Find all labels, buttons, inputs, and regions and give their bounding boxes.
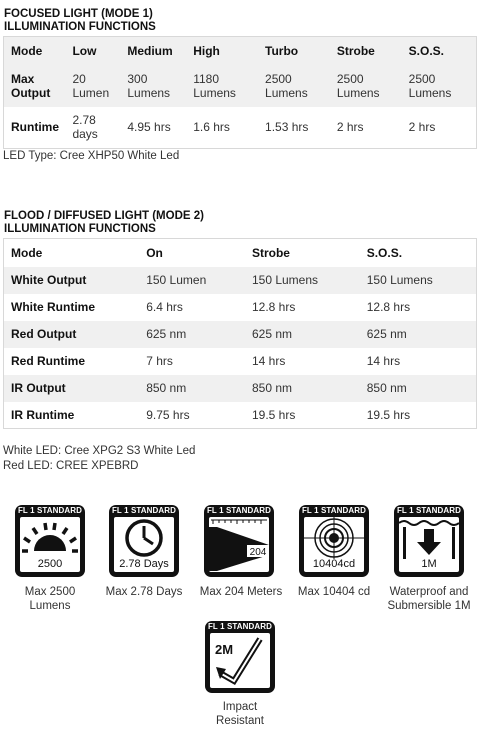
- table-cell: 850 nm: [245, 375, 360, 402]
- table-cell: 625 nm: [139, 321, 245, 348]
- flood-row-label: White Runtime: [11, 300, 95, 314]
- table-row: [4, 402, 477, 429]
- table-cell: 1180 Lumens: [186, 65, 258, 107]
- focused-header-row: [4, 37, 477, 65]
- focused-header-cell: Medium: [120, 37, 186, 65]
- flood-row-label: IR Output: [4, 375, 140, 402]
- fl1-badge-beam-distance: [204, 505, 274, 577]
- table-cell: 4.95 hrs: [127, 120, 171, 135]
- table-cell: 625 nm: [360, 321, 477, 348]
- table-cell: 2 hrs: [408, 120, 436, 135]
- table-cell: 150 Lumens: [360, 267, 477, 294]
- table-cell: 850 nm: [360, 375, 477, 402]
- flood-row-label: IR Runtime: [11, 407, 75, 422]
- fl1-badge-runtime: [109, 505, 179, 577]
- fl1-standard-label: FL 1 STANDARD: [207, 622, 273, 631]
- badge-value: 10404cd: [312, 558, 356, 570]
- flood-title-line1: FLOOD / DIFFUSED LIGHT (MODE 2): [4, 210, 204, 222]
- table-cell: 14 hrs: [251, 354, 286, 368]
- impact-resistant-icon: [210, 633, 270, 688]
- focused-header-cell: Low: [65, 37, 120, 65]
- fl1-badge-intensity: [299, 505, 369, 577]
- table-row: [4, 348, 477, 375]
- flood-header-cell: S.O.S.: [366, 245, 403, 260]
- focused-header-cell: S.O.S.: [402, 37, 477, 65]
- focused-header-cell: Strobe: [330, 37, 402, 65]
- table-cell: 2500 Lumens: [402, 65, 477, 107]
- fl1-standard-label: FL 1 STANDARD: [111, 506, 177, 515]
- table-cell: 1.53 hrs: [265, 120, 309, 135]
- light-output-icon: [20, 517, 80, 557]
- table-cell: 12.8 hrs: [251, 300, 296, 314]
- table-cell: 1.6 hrs: [193, 120, 230, 135]
- flood-row-label: White Output: [4, 267, 140, 294]
- flood-header-cell: Strobe: [251, 245, 290, 260]
- table-row: [4, 294, 477, 321]
- badge-value: 1M: [421, 558, 437, 570]
- waterproof-icon: [399, 517, 459, 559]
- red-led-note: Red LED: CREE XPEBRD: [3, 460, 139, 472]
- flood-header-row: [4, 239, 477, 267]
- table-row: [4, 267, 477, 294]
- fl1-badge-impact: [205, 621, 275, 693]
- flood-table: [3, 238, 477, 429]
- focused-table: [3, 36, 477, 149]
- table-cell: 850 nm: [139, 375, 245, 402]
- focused-title-line2: ILLUMINATION FUNCTIONS: [4, 21, 156, 33]
- focused-output-row: [4, 65, 477, 107]
- badge-value: 2500: [37, 558, 63, 570]
- clock-runtime-icon: [114, 517, 174, 559]
- focused-header-cell: High: [186, 37, 258, 65]
- table-cell: 2500 Lumens: [258, 65, 330, 107]
- beam-distance-icon: [209, 517, 269, 572]
- table-cell: 9.75 hrs: [146, 407, 190, 422]
- focused-header-cell: Mode: [4, 37, 66, 65]
- badge-caption: Impact Resistant: [216, 701, 264, 727]
- table-cell: 2 hrs: [336, 120, 364, 135]
- led-type-note: LED Type: Cree XHP50 White Led: [3, 150, 180, 162]
- flood-row-label: Red Output: [4, 321, 140, 348]
- focused-runtime-row: [4, 107, 477, 149]
- fl1-standard-label: FL 1 STANDARD: [396, 506, 462, 515]
- badge-value: 2M: [215, 642, 234, 657]
- flood-title-line2: ILLUMINATION FUNCTIONS: [4, 223, 156, 235]
- badge-caption: Max 10404 cd: [297, 586, 371, 598]
- table-cell: 625 nm: [245, 321, 360, 348]
- fl1-badge-waterproof: [394, 505, 464, 577]
- table-cell: 2500 Lumens: [330, 65, 402, 107]
- table-cell: 14 hrs: [366, 354, 401, 368]
- table-cell: 150 Lumens: [245, 267, 360, 294]
- badge-caption: Max 2500 Lumens: [24, 586, 76, 612]
- table-cell: 6.4 hrs: [146, 300, 183, 314]
- badge-caption: Waterproof and Submersible 1M: [387, 586, 471, 612]
- badge-caption: Max 2.78 Days: [105, 586, 183, 598]
- badge-value: 2.78 Days: [119, 558, 169, 570]
- fl1-badge-light-output: [15, 505, 85, 577]
- focused-title-line1: FOCUSED LIGHT (MODE 1): [4, 8, 153, 20]
- flood-row-label: Red Runtime: [11, 354, 86, 368]
- table-cell: 12.8 hrs: [366, 300, 411, 314]
- table-cell: 150 Lumen: [139, 267, 245, 294]
- table-row: [4, 375, 477, 402]
- fl1-standard-label: FL 1 STANDARD: [17, 506, 83, 515]
- table-cell: 20 Lumen: [65, 65, 120, 107]
- flood-header-cell: On: [146, 245, 163, 260]
- fl1-standard-label: FL 1 STANDARD: [206, 506, 272, 515]
- table-row: [4, 321, 477, 348]
- badge-caption: Max 204 Meters: [199, 586, 283, 598]
- white-led-note: White LED: Cree XPG2 S3 White Led: [3, 445, 196, 457]
- focused-row-label: Runtime: [11, 120, 59, 135]
- table-cell: 19.5 hrs: [366, 407, 411, 422]
- flood-header-cell: Mode: [11, 245, 43, 260]
- badge-value: 204: [249, 547, 267, 558]
- focused-header-cell: Turbo: [258, 37, 330, 65]
- target-intensity-icon: [304, 517, 364, 559]
- flood-title: [4, 210, 204, 236]
- focused-title: [4, 8, 156, 34]
- fl1-standard-label: FL 1 STANDARD: [301, 506, 367, 515]
- focused-row-label: Max Output: [4, 65, 66, 107]
- table-cell: 300 Lumens: [120, 65, 186, 107]
- table-cell: 19.5 hrs: [251, 407, 296, 422]
- table-cell: 2.78 days: [72, 113, 98, 142]
- table-cell: 7 hrs: [146, 354, 173, 368]
